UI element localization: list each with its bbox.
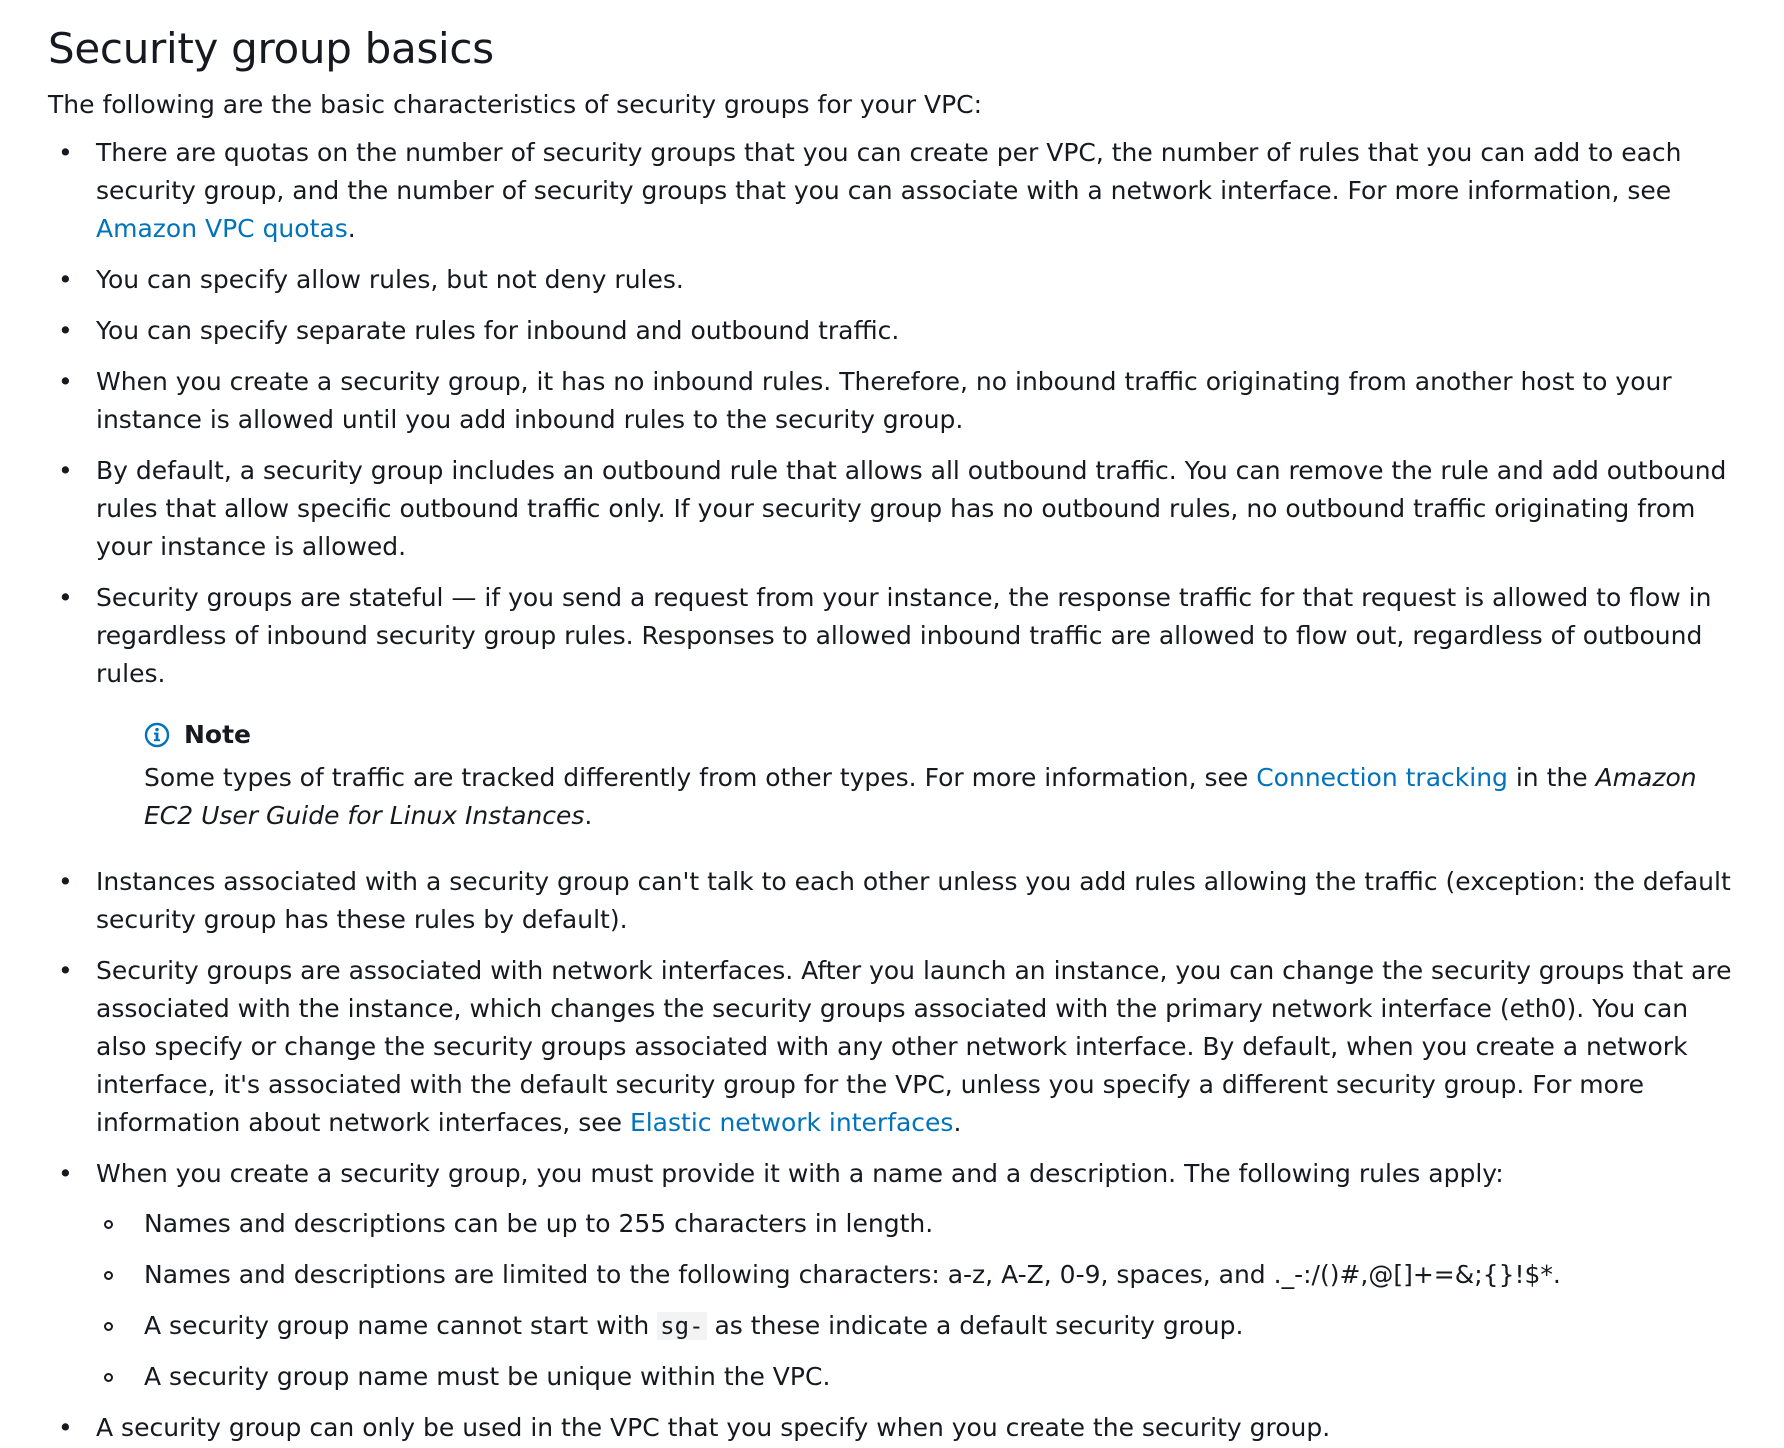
list-item-text: There are quotas on the number of security groups that you can create per VPC, the number of rules that you can add to each security group, and the number of security groups that you can associate with a network interface. For more information, see	[96, 138, 1682, 205]
naming-rules-list	[96, 1205, 1744, 1396]
list-item-text: Security groups are associated with network interfaces. After you launch an instance, you can change the security groups that are associated with the instance, which changes the security groups associated with the primary network interface (eth0). You can also specify or change the security groups associated with any other network interface. By default, when you create a network interface, it's associated with the default security group for the VPC, unless you specify a different security group. For more information about network interfaces, see	[96, 956, 1732, 1137]
list-item-text: By default, a security group includes an outbound rule that allows all outbound traffic. You can remove the rule and add outbound rules that allow specific outbound traffic only. If your security group has no outbound rules, no outbound traffic originating from your instance is allowed.	[96, 456, 1727, 561]
connection-tracking-link[interactable]: Connection tracking	[1256, 763, 1508, 792]
sub-list-item-text-after: as these indicate a default security group.	[706, 1311, 1244, 1340]
note-box	[144, 715, 1744, 835]
list-item	[48, 1409, 1744, 1447]
sub-list-item-text: A security group name cannot start with	[144, 1311, 658, 1340]
list-item-text: Instances associated with a security group can't talk to each other unless you add rules allowing the traffic (exception: the default security group has these rules by default).	[96, 867, 1731, 934]
characteristics-list	[48, 134, 1744, 1447]
list-item-text: You can specify allow rules, but not deny rules.	[96, 265, 684, 294]
list-item	[48, 261, 1744, 299]
sub-list-item-text: Names and descriptions are limited to the following characters: a-z, A-Z, 0-9, spaces, and ._-:/()#,@[]+=&;{}!$*.	[144, 1260, 1561, 1289]
note-text-mid: in the	[1507, 763, 1596, 792]
sub-list-item	[96, 1256, 1744, 1294]
bullet-icon: •	[58, 1413, 73, 1442]
elastic-network-interfaces-link[interactable]: Elastic network interfaces	[629, 1108, 954, 1137]
bullet-icon: •	[58, 1159, 73, 1188]
bullet-icon: •	[58, 867, 73, 896]
list-item-punct: .	[953, 1108, 962, 1137]
list-item-text: A security group can only be used in the VPC that you specify when you create the security group.	[96, 1413, 1331, 1442]
list-item	[48, 863, 1744, 939]
list-item	[48, 952, 1744, 1142]
list-item	[48, 1155, 1744, 1396]
sub-list-item-text: A security group name must be unique within the VPC.	[144, 1362, 831, 1391]
list-item-text: When you create a security group, it has no inbound rules. Therefore, no inbound traffic originating from another host to your instance is allowed until you add inbound rules to the security group.	[96, 367, 1672, 434]
circle-bullet-icon	[104, 1322, 113, 1331]
bullet-icon: •	[58, 367, 73, 396]
bullet-icon: •	[58, 956, 73, 985]
sub-list-item	[96, 1307, 1744, 1345]
page-title: Security group basics	[48, 24, 494, 73]
intro-text: The following are the basic characteristics of security groups for your VPC:	[48, 90, 983, 119]
sg-prefix-code: sg-	[657, 1312, 706, 1340]
list-item-text: Security groups are stateful — if you send a request from your instance, the response traffic for that request is allowed to flow in regardless of inbound security group rules. Responses to allowed inbound traffic are allowed to flow out, regardless of outbound rules.	[96, 583, 1712, 688]
note-text-punct: .	[584, 801, 593, 830]
sub-list-item	[96, 1205, 1744, 1243]
list-item-text: When you create a security group, you must provide it with a name and a description. The following rules apply:	[96, 1159, 1504, 1188]
sub-list-item	[96, 1358, 1744, 1396]
sub-list-item-text: Names and descriptions can be up to 255 characters in length.	[144, 1209, 934, 1238]
note-text: Some types of traffic are tracked differently from other types. For more information, see	[144, 763, 1257, 792]
bullet-icon: •	[58, 583, 73, 612]
info-circle-icon	[144, 722, 170, 748]
bullet-icon: •	[58, 138, 73, 167]
bullet-icon: •	[58, 316, 73, 345]
list-item	[48, 312, 1744, 350]
list-item-punct: .	[347, 214, 356, 243]
note-body	[144, 759, 1744, 835]
list-item	[48, 134, 1744, 248]
circle-bullet-icon	[104, 1373, 113, 1382]
list-item	[48, 452, 1744, 566]
note-guide-title: Amazon EC2 User Guide for Linux Instances	[144, 763, 1697, 830]
bullet-icon: •	[58, 265, 73, 294]
note-header	[144, 715, 1744, 755]
circle-bullet-icon	[104, 1271, 113, 1280]
list-item-text: You can specify separate rules for inbound and outbound traffic.	[96, 316, 900, 345]
note-title: Note	[184, 720, 252, 749]
bullet-icon: •	[58, 456, 73, 485]
circle-bullet-icon	[104, 1220, 113, 1229]
list-item	[48, 579, 1744, 835]
amazon-vpc-quotas-link[interactable]: Amazon VPC quotas	[96, 214, 348, 243]
list-item	[48, 363, 1744, 439]
